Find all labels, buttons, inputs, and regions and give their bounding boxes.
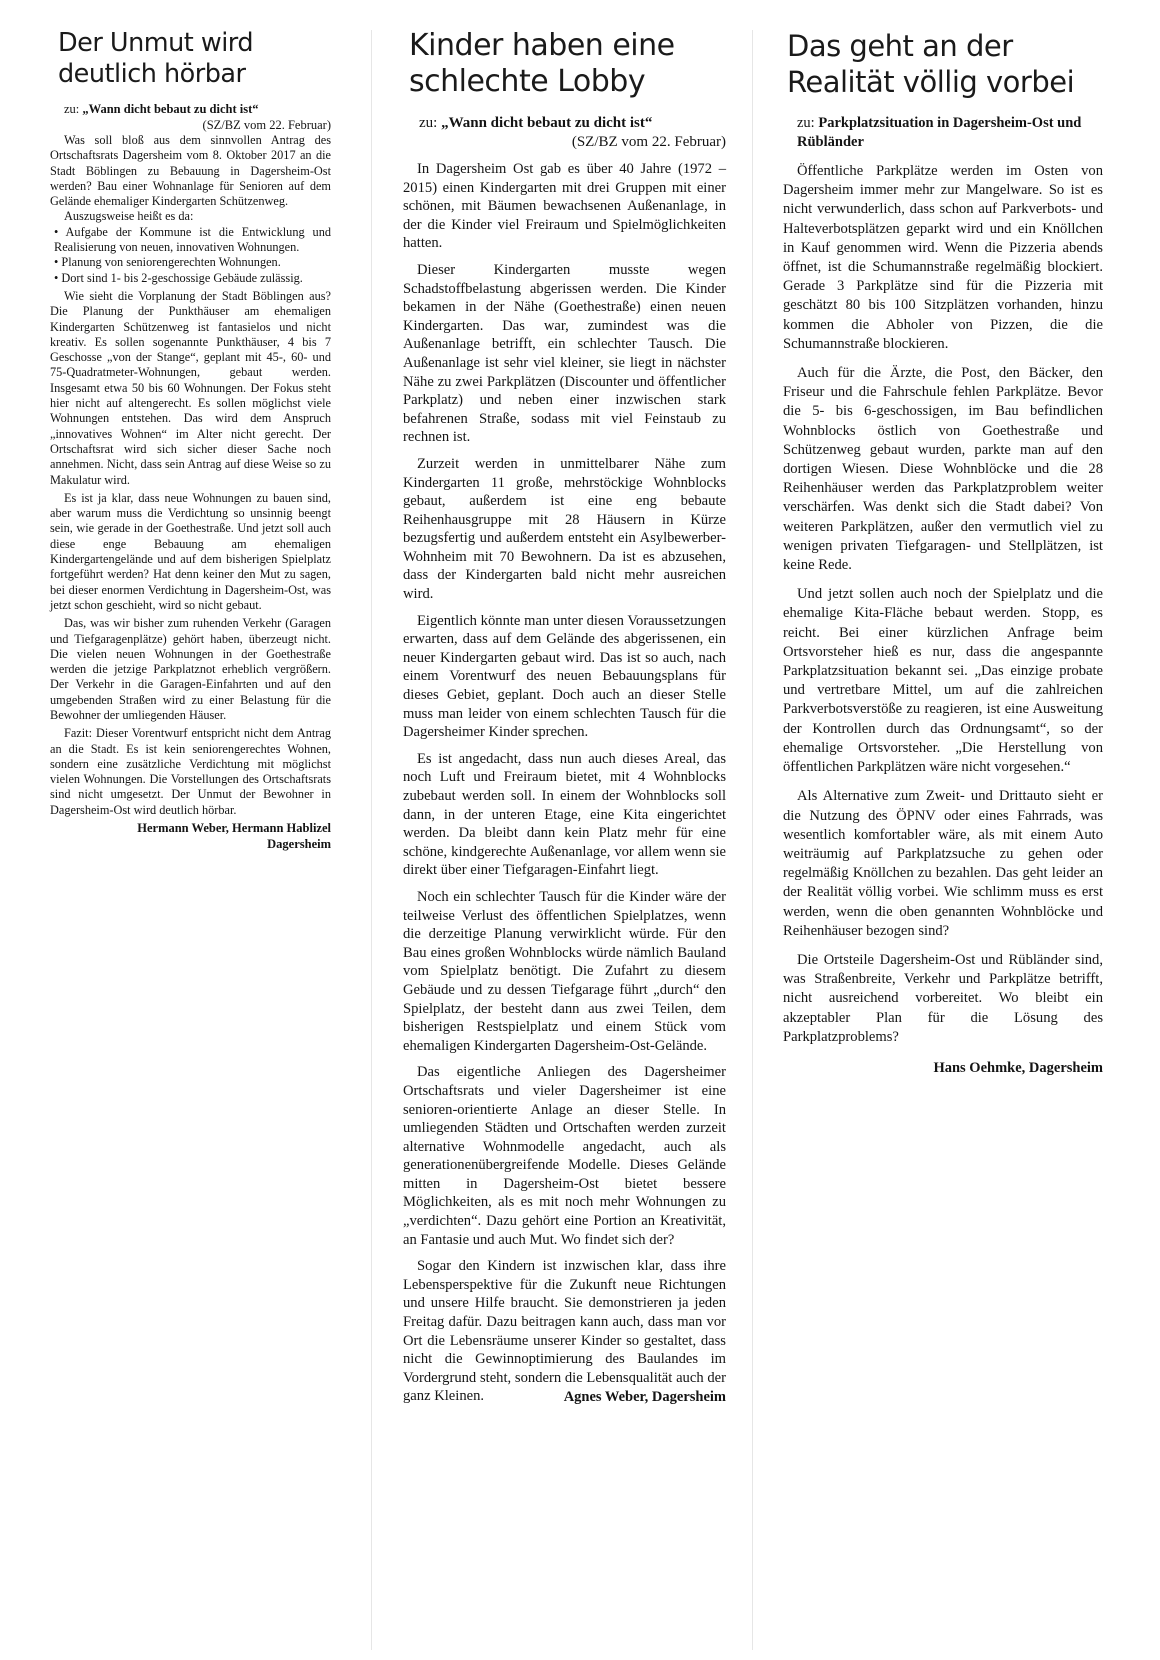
paragraph: Was soll bloß aus dem sinnvollen Antrag des Ortschaftsrats Dagersheim vom 8. Oktober 2017 an die Stadt Böblingen zu Bebauung in Dagersheim-Ost werden? Bau einer Wohnanlage für Senioren auf dem Gelände ehemaliger Kindergarten Schützenweg. bbox=[50, 133, 331, 209]
column-divider bbox=[752, 30, 753, 1650]
paragraph: Sogar den Kindern ist inzwischen klar, dass ihre Lebensperspektive für die Zukunft neue Richtungen und unsere Hilfe braucht. Sie demonstrieren ja jeden Freitag dafür. Dazu beitragen kann auch, dass man vor Ort die Lebensräume unserer Kinder so gestaltet, dass nicht die Gewinnoptimierung des Baulandes im Vordergrund steht, sondern die Lebensqualität auch der ganz Kleinen. bbox=[403, 1258, 726, 1405]
paragraph: Öffentliche Parkplätze werden im Osten von Dagersheim immer mehr zur Mangelware. So ist es nicht verwunderlich, dass schon auf Parkverbots- und Halteverbotsplätzen geparkt wird und ein Knöllchen in Kauf genommen wird. Wenn die Pizzeria abends öffnet, ist die Schumannstraße regelmäßig blockiert. Gerade 3 Parkplätze sind für die Pizzeria mit geschätzt 80 bis 100 Sitzplätzen vorhanden, hinzu kommen die Abholer von Pizzen, die die Schumannstraße blockieren. bbox=[783, 163, 1103, 352]
letter-reference bbox=[783, 114, 1103, 152]
paragraph: In Dagersheim Ost gab es über 40 Jahre (1972 – 2015) einen Kindergarten mit drei Gruppen mit einer schönen, mit Bäumen bewachsenen Außenanlage, in der die Kinder viel Freiraum und Spielmöglichkeiten hatten. bbox=[403, 161, 726, 252]
paragraph: Eigentlich könnte man unter diesen Voraussetzungen erwarten, dass auf dem Gelände des abgerissenen, ein neuer Kindergarten gebaut wird. Das ist so auch, nach einem Vorentwurf des neuen Bebauungsplans für dieses Gebiet, geplant. Doch auch an dieser Stelle muss man leider von einem schlechten Tausch für die Dagersheimer Kinder sprechen. bbox=[403, 612, 726, 741]
letter-column-3 bbox=[783, 28, 1103, 1077]
letter-reference bbox=[50, 101, 331, 117]
column-divider bbox=[371, 30, 372, 1650]
signature-place: Dagersheim bbox=[267, 837, 331, 852]
letter-source: (SZ/BZ vom 22. Februar) bbox=[571, 134, 726, 150]
paragraph: Es ist ja klar, dass neue Wohnungen zu bauen sind, aber warum muss die Verdichtung so unsinnig beengt sein, wie gerade in der Goethestraße. Und jetzt soll auch diese enge Bebauung am ehemaligen Kindergartengelände und auf dem bisherigen Spielplatz fortgeführt werden? Hat denn keiner den Mut zu sagen, bei dieser enormen Verdichtung in Dagersheim-Ost, was jetzt schon geschieht, wird so nicht gebaut. bbox=[50, 490, 331, 612]
letter-signature: Hans Oehmke, Dagersheim bbox=[933, 1059, 1103, 1076]
letter-column-2 bbox=[403, 28, 726, 1406]
signature-name: Hermann Weber, Hermann Hablizel bbox=[137, 821, 331, 836]
bullet-item: • Planung von seniorengerechten Wohnungen. bbox=[54, 255, 281, 270]
paragraph: Und jetzt sollen auch noch der Spielplatz und die ehemalige Kita-Fläche bebaut werden. Stopp, es reicht. Bei einer kürzlichen Anfrage beim Ortsvorsteher hieß es nur, dass die angespannte Parkplatzsituation bekannt sei. „Das einzige probate und vertretbare Mittel, um auf die zahlreichen Parkverbotsverstöße zu reagieren, ist eine Ausweitung der Kontrollen durch das Ordnungsamt“, so der ehemalige Ortsvorsteher. „Die Herstellung von öffentlichen Parkplätzen wäre nicht vorgesehen.“ bbox=[783, 586, 1103, 776]
letter-headline: Kinder haben eine schlechte Lobby bbox=[409, 28, 675, 99]
letter-headline: Das geht an der Realität völlig vorbei bbox=[787, 29, 1075, 99]
paragraph: Es ist angedacht, dass nun auch dieses Areal, das noch Luft und Freiraum bietet, mit 4 Wohnblocks zubebaut werden soll. In einem der Wohnblocks soll dann, in der unteren Etage, eine Kita eingerichtet werden. Da bleibt dann kein Platz mehr für eine schöne, kindgerechte Außenanlage, vor allem wenn sie direkt über einer Tiefgaragen-Einfahrt liegt. bbox=[403, 750, 726, 879]
bullet-item: • Aufgabe der Kommune ist die Entwicklung und Realisierung von neuen, innovativen Wohnungen. bbox=[54, 224, 331, 255]
reference-prefix: zu: bbox=[797, 115, 815, 131]
paragraph: Die Ortsteile Dagersheim-Ost und Rübländer sind, was Straßenbreite, Verkehr und Parkplätze betrifft, nicht ausreichend vorbereitet. Wo bleibt ein akzeptabler Plan für die Lösung des Parkplatzproblems? bbox=[783, 951, 1103, 1045]
paragraph: Noch ein schlechter Tausch für die Kinder wäre der teilweise Verlust des öffentlichen Spielplatzes, wenn die derzeitige Planung verwirklicht würde. Für den Bau eines großen Wohnblocks würde nämlich Bauland vom Spielplatz benötigt. Die Zufahrt zu diesem Gebäude und zu dessen Tiefgarage führt „durch“ den Spielplatz, der besteht dann aus zwei Teilen, dem bisherigen Restspielplatz und einem Stück vom ehemaligen Kindergarten Dagersheim-Ost-Gelände. bbox=[403, 888, 726, 1054]
paragraph: Das eigentliche Anliegen des Dagersheimer Ortschaftsrats und vieler Dagersheimer ist eine senioren-orientierte Anlage an dieser Stelle. In umliegenden Städten und Ortschaften werden zurzeit alternative Wohnmodelle angedacht, auch als generationenübergreifende Modelle. Dieses Gelände mitten in Dagersheim-Ost bietet bessere Möglichkeiten, als es mit noch mehr Wohnungen zu „verdichten“. Dazu gehört eine Portion an Kreativität, an Fantasie und auch Mut. Wo findet sich der? bbox=[403, 1064, 726, 1248]
paragraph: Fazit: Dieser Vorentwurf entspricht nicht dem Antrag an die Stadt. Es ist kein seniorengerechtes Wohnen, sondern eine zusätzliche Verdichtung mit möglichst vielen Wohnungen. Die Vorstellungen des Ortschaftsrats sind nicht umgesetzt. Der Unmut der Bewohner in Dagersheim-Ost wird deutlich hörbar. bbox=[50, 726, 331, 817]
paragraph: Als Alternative zum Zweit- und Drittauto sieht er die Nutzung des ÖPNV oder eines Fahrrads, was wesentlich komfortabler wäre, als mit einem Auto weiträumig auf Parkplatzsuche zu gehen oder regelmäßig Knöllchen zu bezahlen. Das geht leider an der Realität völlig vorbei. Wie schlimm muss es erst werden, wenn die oben genannten Wohnblöcke und Reihenhäuser bezogen sind? bbox=[783, 788, 1103, 939]
reference-title: Parkplatzsituation in Dagersheim-Ost und Rübländer bbox=[797, 115, 1082, 150]
letter-headline: Der Unmut wird deutlich hörbar bbox=[58, 28, 254, 89]
reference-title: „Wann dicht bebaut zu dicht ist“ bbox=[82, 102, 259, 116]
paragraph: Das, was wir bisher zum ruhenden Verkehr (Garagen und Tiefgaragenplätze) gehört haben, überzeugt nicht. Die vielen neuen Wohnungen in der Goethestraße werden die jetzige Parkplatznot erheblich vergrößern. Der Verkehr in die Garagen-Einfahrten und auf den umgebenden Straßen wird zu einer Belastung für die Bewohner der umliegenden Häuser. bbox=[50, 616, 331, 722]
paragraph: Auch für die Ärzte, die Post, den Bäcker, den Friseur und die Fahrschule fehlen Parkplätze. Bevor die 5- bis 6-geschossigen, im Bau befindlichen Wohnblocks östlich von Goethestraße und Schützenweg gebaut wurden, parkte man auf den dortigen Wiesen. Diese Wohnblöcke und die 28 Reihenhäuser werden das Parkplatzproblem weiter verschärfen. Was denkt sich die Stadt dabei? Von weiteren Parkplätzen, außer den vermutlich viel zu wenigen privaten Tiefgaragen- und Stellplätzen, ist keine Rede. bbox=[783, 365, 1103, 574]
letter-body bbox=[50, 133, 331, 818]
letter-source: (SZ/BZ vom 22. Februar) bbox=[202, 118, 331, 132]
paragraph: Zurzeit werden in unmittelbarer Nähe zum Kindergarten 11 große, mehrstöckige Wohnblocks gebaut, außerdem ist eine eng bebaute Reihenhausgruppe mit 28 Häusern in Kürze bezugsfertig und außerdem entsteht ein Asylbewerber-Wohnheim mit 70 Bewohnern. Da ist es abzusehen, dass der Kindergarten bald nicht mehr ausreichen wird. bbox=[403, 455, 726, 603]
letter-column-1 bbox=[50, 28, 331, 852]
bullet-item: • Dort sind 1- bis 2-geschossige Gebäude zulässig. bbox=[54, 270, 303, 285]
paragraph: Wie sieht die Vorplanung der Stadt Böblingen aus? Die Planung der Punkthäuser am ehemaligen Kindergarten Schützenweg ist fantasielos und nicht kreativ. Es sollen sogenannte Punkthäuser, 4 bis 7 Geschosse „von der Stange“, geplant mit 45-, 60- und 75-Quadratmeter-Wohnungen, gebaut werden. Insgesamt etwa 50 bis 60 Wohnungen. Der Fokus steht hier nicht auf altengerecht. Es sollen möglichst viele Wohnungen entstehen. Das wird dem Anspruch „innovatives Wohnen“ im Alter nicht gerecht. Der Ortschaftsrat wird sich sicher dieser Sache noch annehmen. Nicht, dass sein Antrag auf diese Weise so zu Makulatur wird. bbox=[50, 288, 331, 487]
letter-signature bbox=[50, 820, 331, 852]
letter-body bbox=[403, 160, 726, 1406]
letter-reference bbox=[403, 114, 726, 133]
letter-body bbox=[783, 162, 1103, 1047]
paragraph: Dieser Kindergarten musste wegen Schadstoffbelastung abgerissen werden. Die Kinder bekamen in der Nähe (Goethestraße) einen neuen Kindergarten. Das war, zumindest was die Außenanlage betrifft, ein schlechter Tausch. Die Außenanlage ist sehr viel kleiner, sie liegt in nächster Nähe zu zwei Parkplätzen (Discounter und öffentlicher Parkplatz) und neben einer inzwischen stark befahrenen Straße, sodass mit viel Feinstaub zu rechnen ist. bbox=[403, 261, 726, 446]
letter-signature: Agnes Weber, Dagersheim bbox=[563, 1389, 726, 1405]
reference-title: „Wann dicht bebaut zu dicht ist“ bbox=[441, 115, 653, 131]
paragraph: Auszugsweise heißt es da: bbox=[64, 209, 194, 224]
reference-prefix: zu: bbox=[419, 115, 438, 131]
reference-prefix: zu: bbox=[64, 102, 80, 116]
